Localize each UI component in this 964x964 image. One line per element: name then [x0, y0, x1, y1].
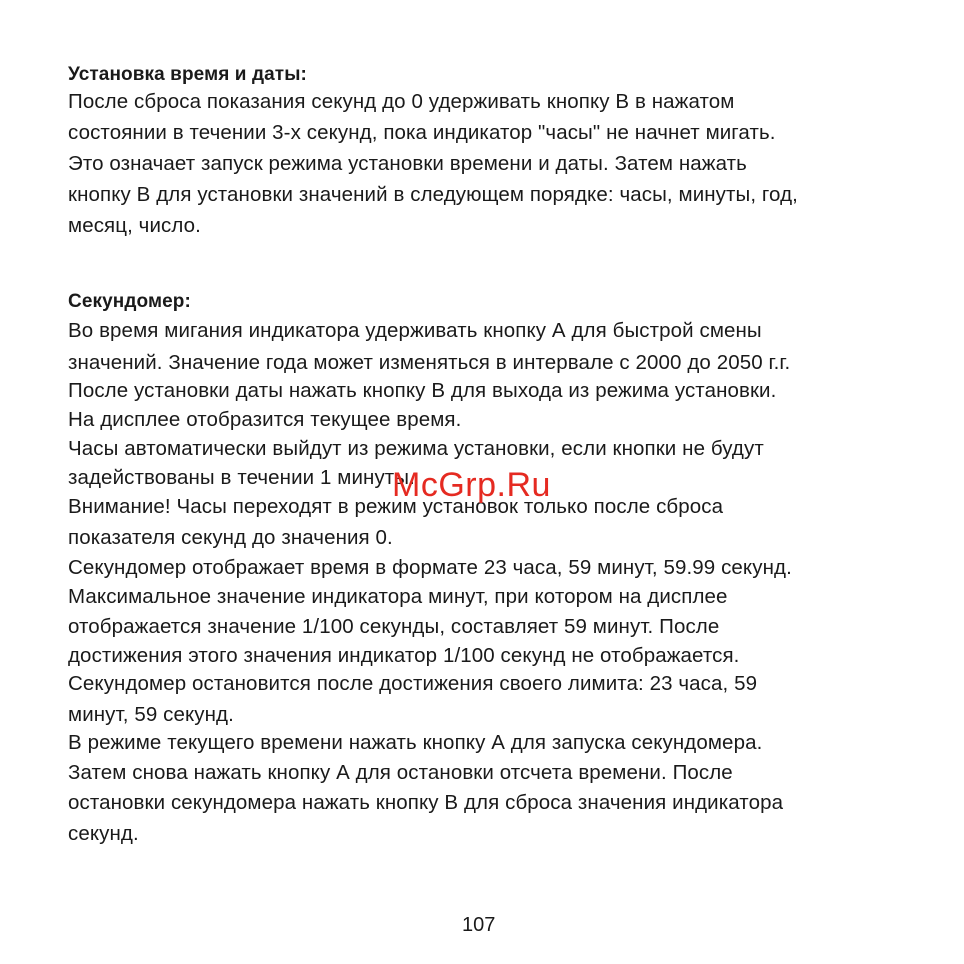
heading-time-date: Установка время и даты:	[68, 64, 307, 85]
text-line: значений. Значение года может изменяться в интервале с 2000 до 2050 г.г.	[68, 351, 791, 374]
page-number: 107	[462, 914, 496, 936]
text-line: Это означает запуск режима установки времени и даты. Затем нажать	[68, 152, 747, 175]
text-line: Во время мигания индикатора удерживать кнопку А для быстрой смены	[68, 319, 762, 342]
text-line: месяц, число.	[68, 214, 201, 237]
text-line: Часы автоматически выйдут из режима установки, если кнопки не будут	[68, 437, 764, 460]
text-line: На дисплее отобразится текущее время.	[68, 408, 462, 431]
text-line: задействованы в течении 1 минуты.	[68, 466, 415, 489]
text-line: секунд.	[68, 822, 139, 845]
text-line: После сброса показания секунд до 0 удерживать кнопку В в нажатом	[68, 90, 735, 113]
watermark-logo: McGrp.Ru	[392, 466, 551, 504]
text-line: достижения этого значения индикатор 1/100 секунд не отображается.	[68, 644, 740, 667]
text-line: показателя секунд до значения 0.	[68, 526, 393, 549]
text-line: Секундомер отображает время в формате 23 часа, 59 минут, 59.99 секунд.	[68, 556, 792, 579]
text-line: Затем снова нажать кнопку А для остановки отсчета времени. После	[68, 761, 733, 784]
text-line: После установки даты нажать кнопку В для выхода из режима установки.	[68, 379, 777, 402]
text-line: В режиме текущего времени нажать кнопку А для запуска секундомера.	[68, 731, 763, 754]
text-line: остановки секундомера нажать кнопку В для сброса значения индикатора	[68, 791, 784, 814]
heading-stopwatch: Секундомер:	[68, 291, 191, 312]
text-line: состоянии в течении 3-х секунд, пока индикатор "часы" не начнет мигать.	[68, 121, 776, 144]
text-line: Максимальное значение индикатора минут, при котором на дисплее	[68, 585, 728, 608]
text-line: кнопку В для установки значений в следующем порядке: часы, минуты, год,	[68, 183, 798, 206]
text-line: минут, 59 секунд.	[68, 703, 234, 726]
text-line: Секундомер остановится после достижения своего лимита: 23 часа, 59	[68, 672, 758, 695]
text-line: отображается значение 1/100 секунды, составляет 59 минут. После	[68, 615, 720, 638]
text-line: Внимание! Часы переходят в режим установок только после сброса	[68, 495, 724, 518]
